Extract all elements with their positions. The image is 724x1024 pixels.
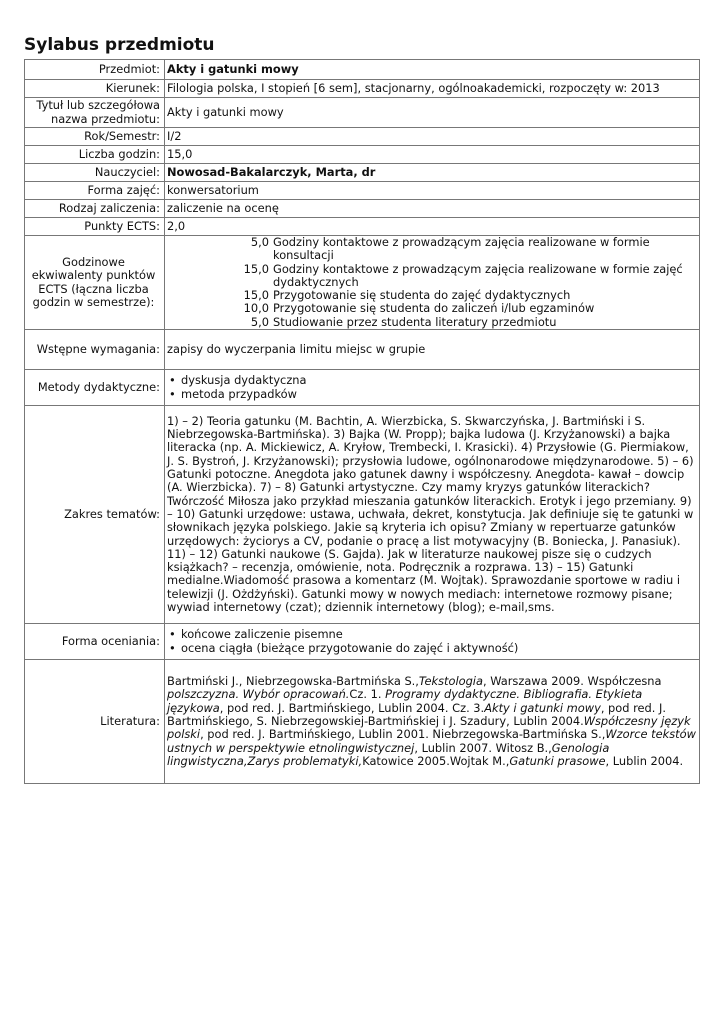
label-metody: Metody dydaktyczne:	[25, 370, 165, 406]
row-zaliczenie	[25, 200, 700, 218]
subject-name: Akty i gatunki mowy	[165, 60, 700, 80]
value-zakres: 1) – 2) Teoria gatunku (M. Bachtin, A. Wierzbicka, S. Skwarczyńska, J. Bartmiński i S. Niebrzegowska-Bartmińska). 3) Bajka (W. Propp); bajka ludowa (J. Krzyżanowski) a bajka literacka (np. A. Mickiewicz, A. Kryłow, Trembecki, I. Krasicki). 4) Przysłowie (G. Piermiakow, J. S. Bystroń, J. Krzyżanowski); przysłowia ludowe, ogólnonarodowe międzynarodowe. 5) – 6) Gatunki potoczne. Anegdota jako gatunek dawny i współczesny. Anegdota- kawał – dowcip (A. Wierzbicka). 7) – 8) Gatunki artystyczne. Czy mamy kryzys gatunków literackich? Twórczość Miłosza jako przykład mieszania gatunków literackich. Erotyk i jego przemiany. 9) – 10) Gatunki urzędowe: ustawa, uchwała, dekret, konstytucja. Jak definiuje się te gatunki w słownikach języka polskiego. Jakie są kryteria ich opisu? Zmiany w repertuarze gatunków urzędowych: życiorys a CV, podanie o pracę a list motywacyjny (B. Boniecka, J. Panasiuk). 11) – 12) Gatunki naukowe (S. Gajda). Jak w literaturze naukowej pisze się o cudzych książkach? – recenzja, omówienie, nota. Podręcznik a rozprawa. 13) – 15) Gatunki medialne.Wiadomość prasowa a komentarz (M. Wojtak). Sprawozdanie sportowe w radiu i telewizji (J. Ożdżyński). Gatunki mowy w nowych mediach: internetowe rozmowy pisane; wywiad internetowy (czat); dziennik internetowy (blog); e-mail,sms.	[165, 406, 700, 624]
literature-title: Tekstologia	[418, 674, 483, 689]
label-rok: Rok/Semestr:	[25, 128, 165, 146]
literature-segment: , pod red. J. Bartmińskiego, S. Niebrzegowskiej-Bartmińskiej i J. Szadury, Lublin 2004.	[167, 700, 666, 728]
value-ects: 2,0	[165, 218, 700, 236]
literature-title: Wzorce tekstów ustnych w perspektywie etnolingwistycznej	[167, 727, 696, 755]
literature-title: Programy dydaktyczne. Bibliografia. Etykieta językowa	[167, 687, 643, 715]
label-nauczyciel: Nauczyciel:	[25, 164, 165, 182]
row-forma	[25, 182, 700, 200]
label-zakres: Zakres tematów:	[25, 406, 165, 624]
page-title: Sylabus przedmiotu	[24, 35, 215, 55]
value-kierunek: Filologia polska, I stopień [6 sem], stacjonarny, ogólnoakademicki, rozpoczęty w: 2013	[165, 80, 700, 98]
value-zaliczenie: zaliczenie na ocenę	[165, 200, 700, 218]
row-kierunek	[25, 80, 700, 98]
label-wymagania: Wstępne wymagania:	[25, 330, 165, 370]
label-kierunek: Kierunek:	[25, 80, 165, 98]
list-item: • metoda przypadków	[181, 388, 696, 401]
value-godziny: 15,0	[165, 146, 700, 164]
label-tytul: Tytuł lub szczegółowa nazwa przedmiotu:	[25, 98, 165, 128]
hours-value: 15,0	[243, 288, 269, 303]
label-ocenianie: Forma oceniania:	[25, 624, 165, 660]
hours-value: 5,0	[250, 314, 269, 329]
literature-title: Gatunki prasowe	[509, 753, 606, 768]
list-item: • końcowe zaliczenie pisemne	[181, 628, 696, 641]
literature-segment: Katowice 2005.Wojtak M.,	[362, 753, 510, 768]
row-nauczyciel	[25, 164, 700, 182]
label-ects: Punkty ECTS:	[25, 218, 165, 236]
hours-value: 5,0	[250, 235, 269, 249]
hours-list	[167, 236, 696, 329]
hours-description: Studiowanie przez studenta literatury przedmiotu	[273, 314, 557, 329]
row-tytul	[25, 98, 700, 128]
value-rok: I/2	[165, 128, 700, 146]
literature-segment: , pod red. J. Bartmińskiego, Lublin 2001. Niebrzegowska-Bartmińska S.,	[200, 727, 606, 742]
row-ekwiwalenty	[25, 236, 700, 330]
hours-value: 10,0	[243, 301, 269, 316]
row-ocenianie	[25, 624, 700, 660]
literature-segment: , pod red. J. Bartmińskiego, Lublin 2004. Cz. 3.	[219, 700, 485, 715]
literature-segment: , Lublin 2004.	[605, 753, 684, 768]
row-zakres	[25, 406, 700, 624]
value-ekwiwalenty	[165, 236, 700, 330]
label-zaliczenie: Rodzaj zaliczenia:	[25, 200, 165, 218]
value-tytul: Akty i gatunki mowy	[165, 98, 700, 128]
literature-title: Współczesny język polski	[167, 713, 691, 742]
row-godziny	[25, 146, 700, 164]
list-item: • dyskusja dydaktyczna	[181, 374, 696, 387]
value-metody	[165, 370, 700, 406]
literature-title: polszczyzna. Wybór opracowań.	[167, 687, 350, 702]
literature-segment: , Warszawa 2009. Współczesna	[482, 674, 662, 689]
methods-list	[167, 374, 696, 401]
row-wymagania	[25, 330, 700, 370]
hours-description: Godziny kontaktowe z prowadzącym zajęcia realizowane w formie zajęć dydaktycznych	[273, 261, 683, 289]
literature-segment: Bartmiński J., Niebrzegowska-Bartmińska S.,	[167, 674, 419, 689]
value-forma: konwersatorium	[165, 182, 700, 200]
label-godziny: Liczba godzin:	[25, 146, 165, 164]
value-literatura	[165, 660, 700, 784]
literature-segment: , Lublin 2007. Witosz B.,	[414, 740, 552, 755]
list-item: • ocena ciągła (bieżące przygotowanie do zajęć i aktywność)	[181, 642, 696, 655]
hours-description: Przygotowanie się studenta do zajęć dydaktycznych	[273, 288, 571, 303]
label-forma: Forma zajęć:	[25, 182, 165, 200]
literature-segment: Cz. 1.	[349, 687, 386, 702]
label-ekwiwalenty: Godzinowe ekwiwalenty punktów ECTS (łączna liczba godzin w semestrze):	[25, 236, 165, 330]
label-literatura: Literatura:	[25, 660, 165, 784]
row-przedmiot	[25, 60, 700, 80]
syllabus-table	[24, 59, 700, 784]
assessment-list	[167, 628, 696, 655]
literature-title: Akty i gatunki mowy	[484, 700, 601, 715]
row-ects	[25, 218, 700, 236]
value-ocenianie	[165, 624, 700, 660]
value-wymagania: zapisy do wyczerpania limitu miejsc w grupie	[165, 330, 700, 370]
value-nauczyciel: Nowosad-Bakalarczyk, Marta, dr	[165, 164, 700, 182]
hours-value: 15,0	[243, 261, 269, 276]
hours-description: Przygotowanie się studenta do zaliczeń i/lub egzaminów	[273, 301, 595, 316]
hours-description: Godziny kontaktowe z prowadzącym zajęcia realizowane w formie konsultacji	[273, 235, 650, 263]
row-metody	[25, 370, 700, 406]
row-literatura	[25, 660, 700, 784]
literature-title: Genologia lingwistyczna,Zarys problematyki,	[167, 740, 610, 768]
label-przedmiot: Przedmiot:	[25, 60, 165, 80]
row-rok	[25, 128, 700, 146]
